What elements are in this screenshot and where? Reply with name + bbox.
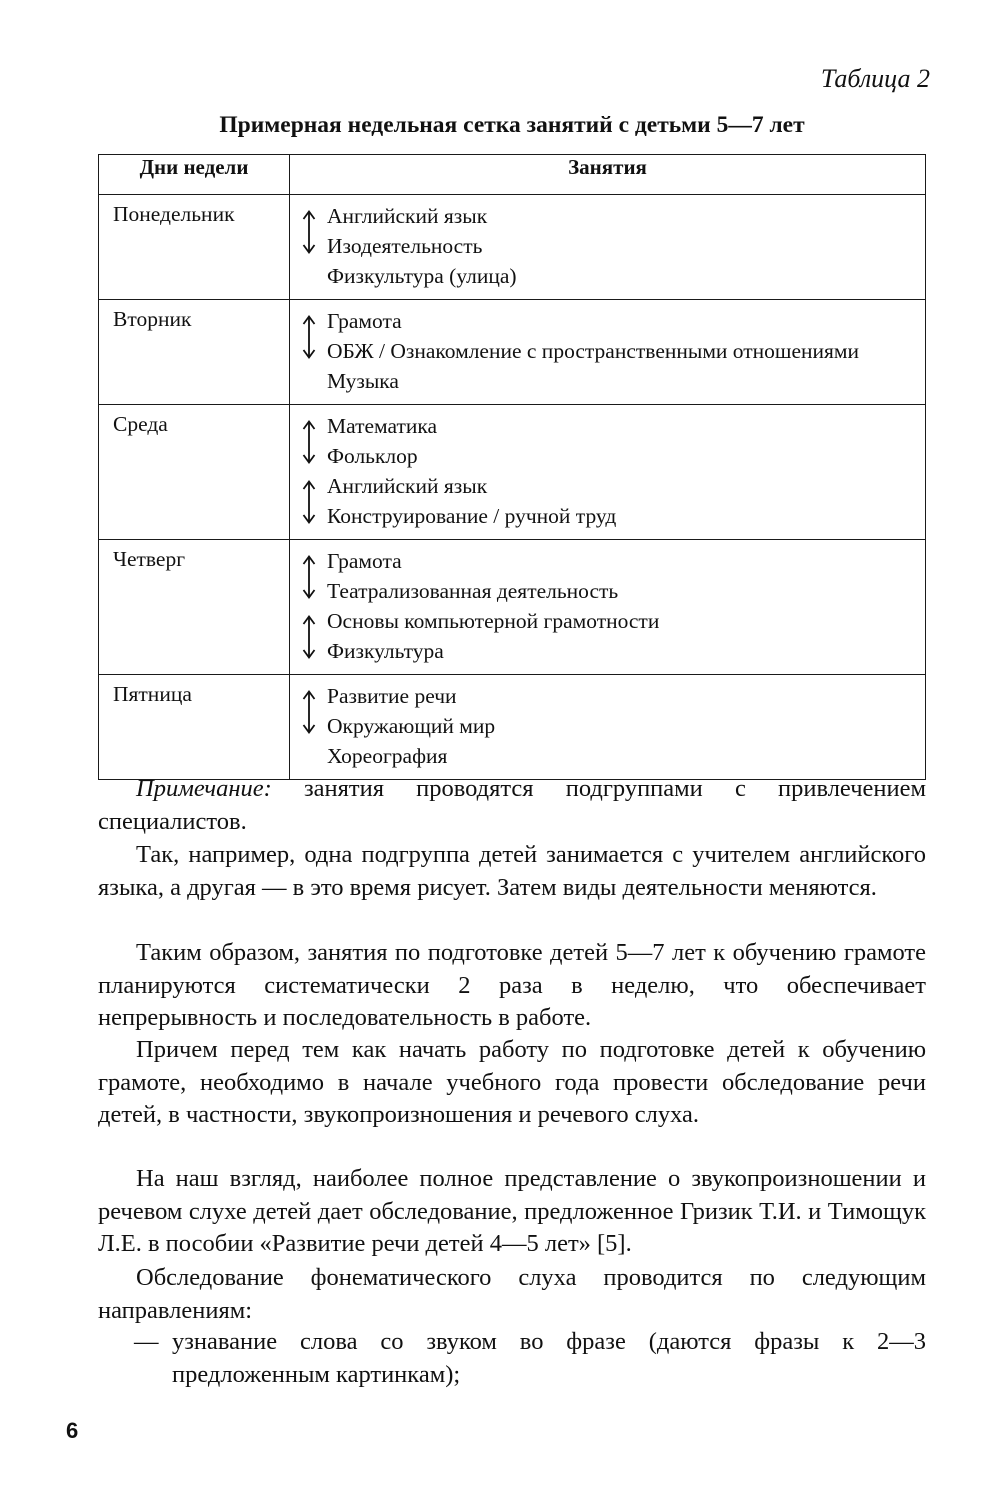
day-cell: Четверг	[99, 540, 290, 675]
activity-item: Хореография	[327, 744, 448, 768]
day-cell: Пятница	[99, 675, 290, 780]
table-row	[99, 675, 926, 780]
activity-item: Конструирование / ручной труд	[327, 504, 617, 528]
activity-item: Окружающий мир	[327, 714, 496, 738]
activity-item: Английский язык	[327, 474, 488, 498]
activity-item: Грамота	[327, 549, 402, 573]
body-paragraph: Таким образом, занятия по подготовке детей 5—7 лет к обучению грамоте планируются систематически 2 раза в неделю, что обеспечивает непрерывность и последовательность в работе.	[98, 939, 926, 1031]
activity-item: Физкультура (улица)	[327, 264, 517, 288]
day-cell: Вторник	[99, 300, 290, 405]
list-item	[134, 1326, 926, 1391]
table-label: Таблица 2	[820, 64, 930, 93]
activity-item: Изодеятельность	[327, 234, 483, 258]
table-title: Примерная недельная сетка занятий с детьми 5—7 лет	[219, 112, 805, 138]
table-header-row	[99, 155, 926, 195]
note-paragraph	[98, 773, 926, 838]
body-paragraph: Обследование фонематического слуха проводится по следующим направлениям:	[98, 1264, 926, 1324]
table-row	[99, 540, 926, 675]
activity-item: Музыка	[327, 369, 399, 393]
header-days: Дни недели	[99, 155, 290, 195]
note-label: Примечание:	[136, 775, 272, 802]
activities-cell	[290, 195, 926, 300]
page-number: 6	[66, 1418, 79, 1443]
activity-item: Развитие речи	[327, 684, 457, 708]
day-cell: Среда	[99, 405, 290, 540]
table-row	[99, 195, 926, 300]
activities-cell	[290, 300, 926, 405]
activity-item: Физкультура	[327, 639, 444, 663]
list-item-text: узнавание слова со звуком во фразе (даются фразы к 2—3 предложенным картинкам);	[172, 1328, 926, 1388]
body-paragraph: На наш взгляд, наиболее полное представление о звукопроизношении и речевом слухе детей дает обследование, предложенное Гризик Т.И. и Тимощук Л.Е. в пособии «Развитие речи детей 4—5 лет» [5].	[98, 1165, 926, 1257]
activity-item: Театрализованная деятельность	[327, 579, 619, 603]
activity-item: Грамота	[327, 309, 402, 333]
activity-item: Фольклор	[327, 444, 418, 468]
table-row	[99, 300, 926, 405]
table-row	[99, 405, 926, 540]
header-activities: Занятия	[290, 155, 926, 195]
body-paragraph: Так, например, одна подгруппа детей занимается с учителем английского языка, а другая — в это время рисует. Затем виды деятельности меняются.	[98, 841, 926, 901]
activities-cell	[290, 405, 926, 540]
activity-item: Основы компьютерной грамотности	[327, 609, 660, 633]
list-dash: —	[134, 1328, 159, 1355]
body-paragraph: Причем перед тем как начать работу по подготовке детей к обучению грамоте, необходимо в начале учебного года провести обследование речи детей, в частности, звукопроизношения и речевого слуха.	[98, 1036, 926, 1128]
day-cell: Понедельник	[99, 195, 290, 300]
activity-item: ОБЖ / Ознакомление с пространственными отношениями	[327, 339, 860, 363]
activities-cell	[290, 540, 926, 675]
activities-cell	[290, 675, 926, 780]
note-text: занятия проводятся подгруппами с привлечением специалистов.	[98, 775, 926, 835]
activity-item: Английский язык	[327, 204, 488, 228]
activity-item: Математика	[327, 414, 438, 438]
schedule-table	[98, 154, 926, 780]
